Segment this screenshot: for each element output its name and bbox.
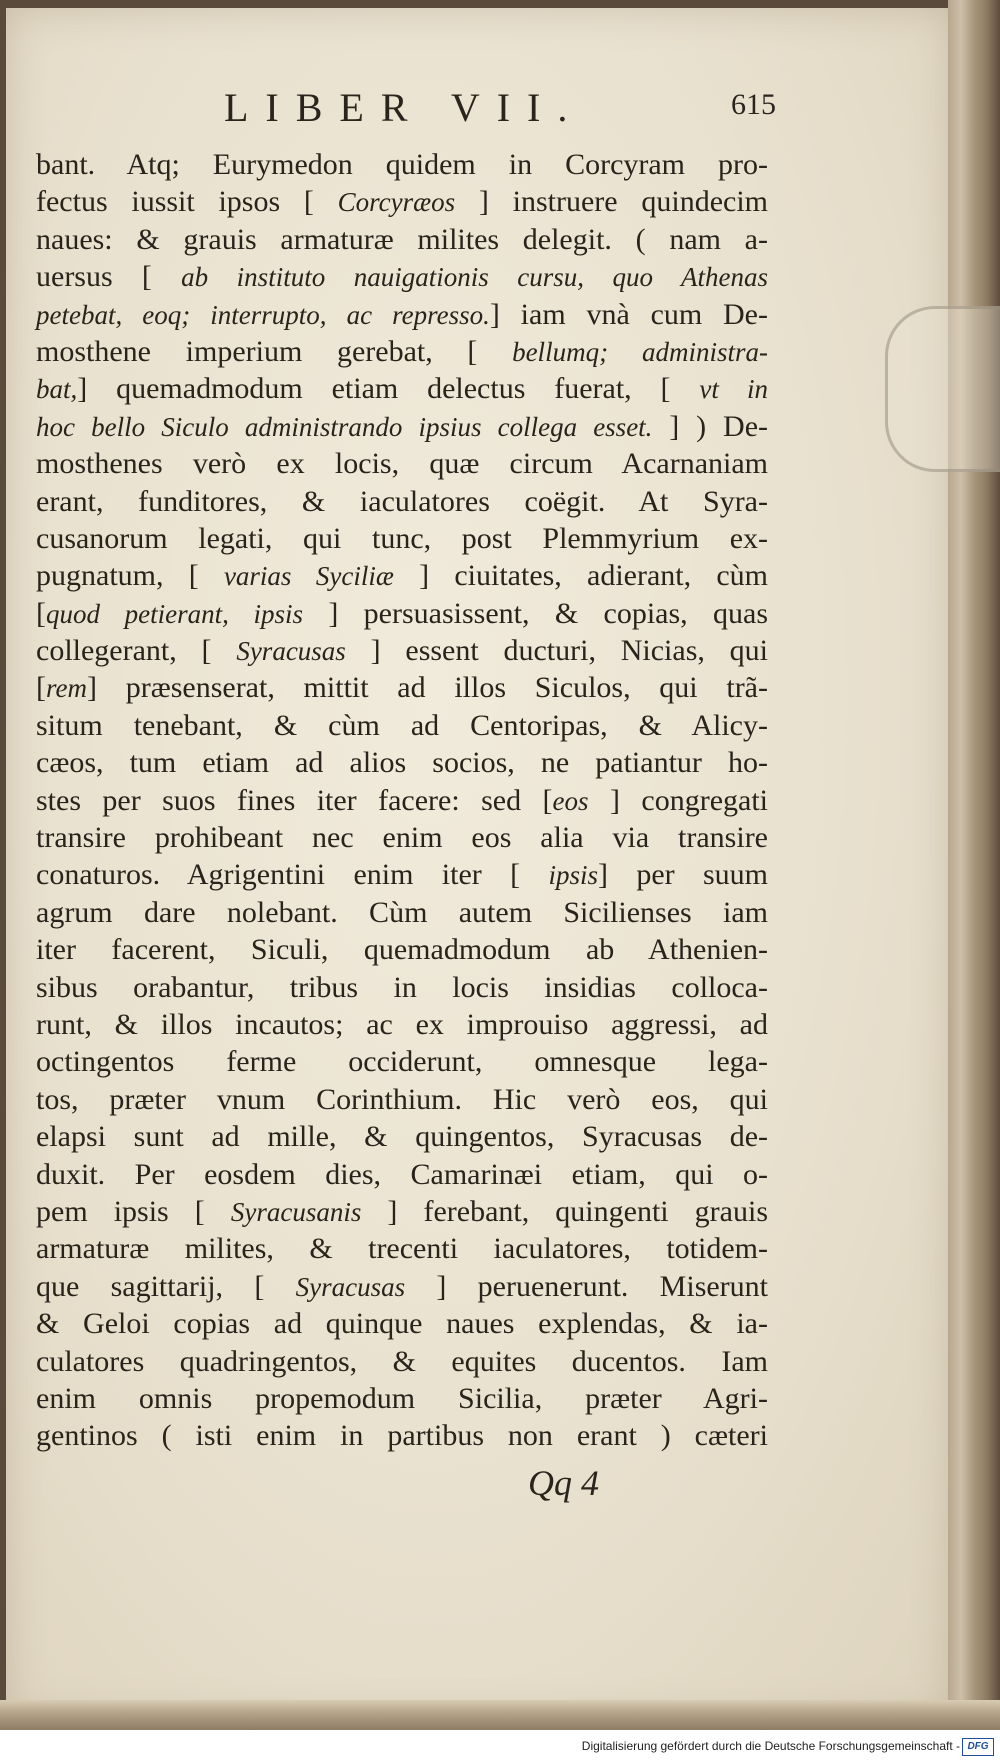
text-segment: culatores quadringentos, & equites ducentos. Iam — [36, 1344, 768, 1378]
signature-mark: Qq 4 — [528, 1463, 599, 1503]
italic-gloss: Corcyræos — [337, 187, 456, 218]
italic-gloss: ab instituto nauigationis cursu, quo Athenas — [181, 262, 768, 293]
text-segment: ] instruere quindecim — [455, 185, 768, 219]
text-segment: mosthenes verò ex locis, quæ circum Acarnaniam — [36, 447, 768, 481]
text-segment: [ — [36, 671, 46, 705]
italic-gloss: bellumq; administra- — [512, 336, 768, 367]
text-segment: gentinos ( isti enim in partibus non erant ) cæteri — [36, 1419, 768, 1453]
text-segment: ] ciuitates, adierant, cùm — [393, 559, 769, 593]
text-line — [36, 1230, 768, 1267]
text-segment: duxit. Per eosdem dies, Camarinæi etiam, qui o- — [36, 1157, 768, 1191]
text-line — [36, 1043, 768, 1080]
text-line — [36, 1343, 768, 1380]
text-segment: sibus orabantur, tribus in locis insidias colloca- — [36, 970, 768, 1004]
italic-gloss: bat, — [36, 374, 78, 405]
text-segment: enim omnis propemodum Sicilia, præter Agri- — [36, 1381, 768, 1415]
text-segment: ] ) De- — [652, 409, 769, 443]
text-segment: ] peruenerunt. Miserunt — [405, 1269, 769, 1303]
text-line — [36, 520, 768, 557]
text-line — [36, 1118, 768, 1155]
italic-gloss: eos — [552, 785, 589, 816]
text-line — [36, 707, 768, 744]
text-line — [36, 483, 768, 520]
text-line — [36, 408, 768, 445]
text-line — [36, 146, 768, 183]
text-line — [36, 1417, 768, 1454]
text-line — [36, 445, 768, 482]
text-line — [36, 894, 768, 931]
text-segment: runt, & illos incautos; ac ex improuiso aggressi, ad — [36, 1007, 768, 1041]
text-segment: uersus [ — [36, 260, 182, 294]
text-segment: ] per suum — [598, 858, 768, 892]
text-segment: [ — [36, 596, 46, 630]
text-segment: octingentos ferme occiderunt, omnesque lega- — [36, 1045, 768, 1079]
text-line — [36, 744, 768, 781]
text-segment: & Geloi copias ad quinque naues explendas, & ia- — [36, 1307, 768, 1341]
dfg-logo: DFG — [962, 1738, 994, 1756]
italic-gloss: varias Syciliæ — [223, 561, 394, 592]
text-segment: conaturos. Agrigentini enim iter [ — [36, 858, 549, 892]
page-edge — [948, 0, 1000, 1730]
text-segment: armaturæ milites, & trecenti iaculatores, totidem- — [36, 1232, 768, 1266]
text-line — [36, 969, 768, 1006]
text-segment: cæos, tum etiam ad alios socios, ne patiantur ho- — [36, 746, 768, 780]
text-line — [36, 296, 768, 333]
body-text — [36, 146, 768, 1455]
italic-gloss: vt in — [699, 374, 768, 405]
text-segment: ] persuasissent, & copias, quas — [302, 596, 769, 630]
text-segment: ] præsenserat, mittit ad illos Siculos, qui trã- — [87, 671, 768, 705]
page-number: 615 — [731, 88, 776, 121]
text-line — [36, 782, 768, 819]
text-line — [36, 1193, 768, 1230]
text-line — [36, 1268, 768, 1305]
text-segment: iter facerent, Siculi, quemadmodum ab Athenien- — [36, 933, 768, 967]
text-segment: naues: & grauis armaturæ milites delegit. ( nam a- — [36, 222, 768, 256]
text-segment: ] essent ducturi, Nicias, qui — [345, 634, 769, 668]
text-line — [36, 856, 768, 893]
page-clip — [885, 306, 1000, 472]
text-segment: agrum dare nolebant. Cùm autem Sicilienses iam — [36, 895, 768, 929]
text-line — [36, 333, 768, 370]
digitization-footer — [0, 1730, 1000, 1764]
text-segment: bant. Atq; Eurymedon quidem in Corcyram pro- — [36, 148, 768, 181]
text-segment: ] iam vnà cum De- — [489, 297, 768, 331]
text-line — [36, 1006, 768, 1043]
funding-credit: Digitalisierung gefördert durch die Deutsche Forschungsgemeinschaft - — [581, 1739, 960, 1753]
text-segment: ] congregati — [588, 783, 768, 817]
text-line — [36, 258, 768, 295]
text-line — [36, 221, 768, 258]
text-line — [36, 1380, 768, 1417]
italic-gloss: hoc bello Siculo administrando ipsius collega esset. — [36, 411, 653, 442]
text-segment: stes per suos fines iter facere: sed [ — [36, 783, 553, 817]
text-line — [36, 1156, 768, 1193]
text-line — [36, 595, 768, 632]
text-segment: pugnatum, [ — [36, 559, 224, 593]
text-line — [36, 931, 768, 968]
italic-gloss: quod petierant, ipsis — [46, 598, 303, 629]
text-segment: situm tenebant, & cùm ad Centoripas, & Alicy- — [36, 708, 768, 742]
text-segment: elapsi sunt ad mille, & quingentos, Syracusas de- — [36, 1120, 768, 1154]
text-line — [36, 1081, 768, 1118]
text-segment: cusanorum legati, qui tunc, post Plemmyrium ex- — [36, 521, 768, 555]
running-title: LIBER VII. — [224, 85, 585, 130]
page-bottom-edge — [0, 1700, 1000, 1730]
text-segment: ] quemadmodum etiam delectus fuerat, [ — [77, 372, 700, 406]
text-segment: transire prohibeant nec enim eos alia via transire — [36, 821, 768, 855]
text-segment: collegerant, [ — [36, 634, 237, 668]
italic-gloss: petebat, eoq; interrupto, ac represso. — [36, 299, 490, 330]
italic-gloss: Syracusanis — [230, 1196, 362, 1227]
italic-gloss: Syracusas — [295, 1271, 406, 1302]
text-line — [36, 819, 768, 856]
text-segment: pem ipsis [ — [36, 1194, 231, 1228]
page-header — [36, 84, 776, 144]
italic-gloss: ipsis — [548, 860, 598, 891]
text-line — [36, 632, 768, 669]
text-segment: mosthene imperium gerebat, [ — [36, 334, 513, 368]
text-segment: que sagittarij, [ — [36, 1269, 296, 1303]
text-segment: fectus iussit ipsos [ — [36, 185, 338, 219]
text-line — [36, 1305, 768, 1342]
italic-gloss: Syracusas — [236, 636, 346, 667]
text-line — [36, 669, 768, 706]
text-line — [36, 183, 768, 220]
italic-gloss: rem — [46, 673, 87, 704]
text-line — [36, 557, 768, 594]
text-segment: ] ferebant, quingenti grauis — [361, 1194, 768, 1228]
text-segment: erant, funditores, & iaculatores coëgit. At Syra- — [36, 484, 768, 518]
text-segment: tos, præter vnum Corinthium. Hic verò eos, qui — [36, 1082, 768, 1116]
text-line — [36, 370, 768, 407]
